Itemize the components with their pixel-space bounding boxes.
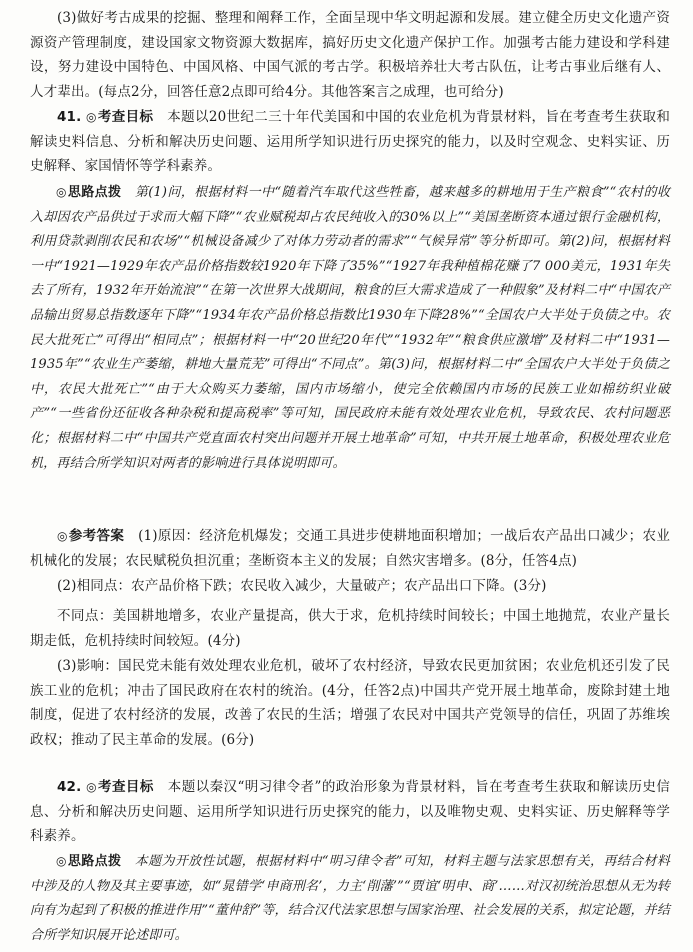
q40-part3-answer: (3)做好考古成果的挖掘、整理和阐释工作，全面呈现中华文明起源和发展。建立健全历史文化遗产资源资产管理制度，建设国家文物资源大数据库，搞好历史文化遗产保护工作。加强考古能力建设和学科建设，努力建设中国特色、中国风格、中国气派的考古学。积极培养壮大考古队伍，让考古事业后继有人、人才辈出。(每点2分，回答任意2点即可给4分。其他答案言之成理，也可给分) [30, 10, 670, 100]
q41-answer-part3: (3)影响：国民党未能有效处理农业危机，破坏了农村经济，导致农民更加贫困；农业危机还引发了民族工业的危机；冲击了国民政府在农村的统治。(4分，任答2点)中国共产党开展土地革命，废除封建土地制度，促进了农村经济的发展，改善了农民的生活；增强了农民对中国共产党领导的信任，巩固了苏维埃政权；推动了民主革命的发展。(6分) [30, 658, 670, 748]
circle-mark-icon: ◎ [86, 110, 97, 124]
q41-objective: 41. ◎考查目标 本题以20世纪二三十年代美国和中国的农业危机为背景材料，旨在考查考生获取和解读史料信息、分析和解决历史问题、运用所学知识进行历史探究的能力，以及时空观念、史料实证、历史解释、家国情怀等学科素养。 [30, 109, 671, 175]
section-label: 参考答案 [68, 528, 125, 544]
circle-mark-icon: ◎ [86, 780, 98, 794]
q41-answer-part2-diff: 不同点：美国耕地增多，农业产量提高，供大于求，危机持续时间较长；中国土地抛荒，农业产量长期走低，危机持续时间较短。(4分) [30, 608, 670, 649]
circle-mark-icon: ◎ [56, 854, 67, 868]
q42-approach: ◎思路点拨 本题为开放性试题，根据材料中“明习律令者”可知，材料主题与法家思想有关，再结合材料中涉及的人物及其主要事迹，如“晁错学‘申商刑名’，力主‘削藩’”“贾谊‘明申、商’……对汉初统治思想从无为转向有为起到了积极的推进作用”“董仲舒”等，结合汉代法家思想与国家治理、社会发展的关系，拟定论题，并结合所学知识展开论述即可。 [30, 854, 670, 943]
circle-mark-icon: ◎ [56, 185, 67, 199]
q42-objective: 42. ◎考查目标 本题以秦汉“明习律令者”的政治形象为背景材料，旨在考查考生获取和解读历史信息、分析和解决历史问题、运用所学知识进行历史探究的能力，以及唯物史观、史料实证、历史解释等学科素养。 [30, 779, 671, 845]
question-number: 41. [57, 109, 82, 125]
section-label: 考查目标 [97, 109, 154, 125]
section-label: 考查目标 [98, 779, 154, 795]
q41-answer-part1: ◎参考答案 (1)原因：经济危机爆发；交通工具进步使耕地面积增加；一战后农产品出口减少；农业机械化的发展；农民赋税负担沉重；垄断资本主义的发展；自然灾害增多。(8分，任答4点) [30, 528, 671, 569]
section-label: 思路点拨 [67, 185, 122, 200]
question-number: 42. [57, 779, 82, 795]
q41-answer-part2: (2)相同点：农产品价格下跌；农民收入减少，大量破产；农产品出口下降。(3分) [57, 578, 547, 594]
circle-mark-icon: ◎ [57, 529, 68, 543]
section-label: 思路点拨 [67, 854, 122, 869]
q41-approach: ◎思路点拨 第(1)问，根据材料一中“随着汽车取代这些牲畜，越来越多的耕地用于生产粮食”“农村的收入却因农产品供过于求而大幅下降”“农业赋税却占农民纯收入的30%以上”“美国垄断资本通过银行金融机构，利用贷款剥削农民和农场”“机械设备减少了对体力劳动者的需求”“气候异常”等分析即可。第(2)问，根据材料一中“1921—1929年农产品价格指数较1920年下降了35%”“1927年我种植棉花赚了7 000美元，1931年失去了所有，1932年开始流浪”“在第一次世界大战期间，粮食的巨大需求造成了一种假象”及材料二中“中国农产品输出贸易总指数逐年下降”“1934年农产品价格总指数比1930年下降28%”“全国农户大半处于负债之中。农民大批死亡”可得出“相同点”；根据材料一中“20世纪20年代”“1932年”“粮食供应激增”及材料二中“1931—1935年”“农业生产萎缩，耕地大量荒芜”可得出“不同点”。第(3)问，根据材料二中“全国农户大半处于负债之中，农民大批死亡”“由于大众购买力萎缩，国内市场缩小，使完全依赖国内市场的民族工业如棉纺织业破产”“一些省份还征收各种杂税和提高税率”等可知，国民政府未能有效处理农业危机，导致农民、农村问题恶化；根据材料二中“中国共产党直面农村突出问题并开展土地革命”可知，中共开展土地革命，积极处理农业危机，再结合所学知识对两者的影响进行具体说明即可。 [30, 185, 671, 471]
